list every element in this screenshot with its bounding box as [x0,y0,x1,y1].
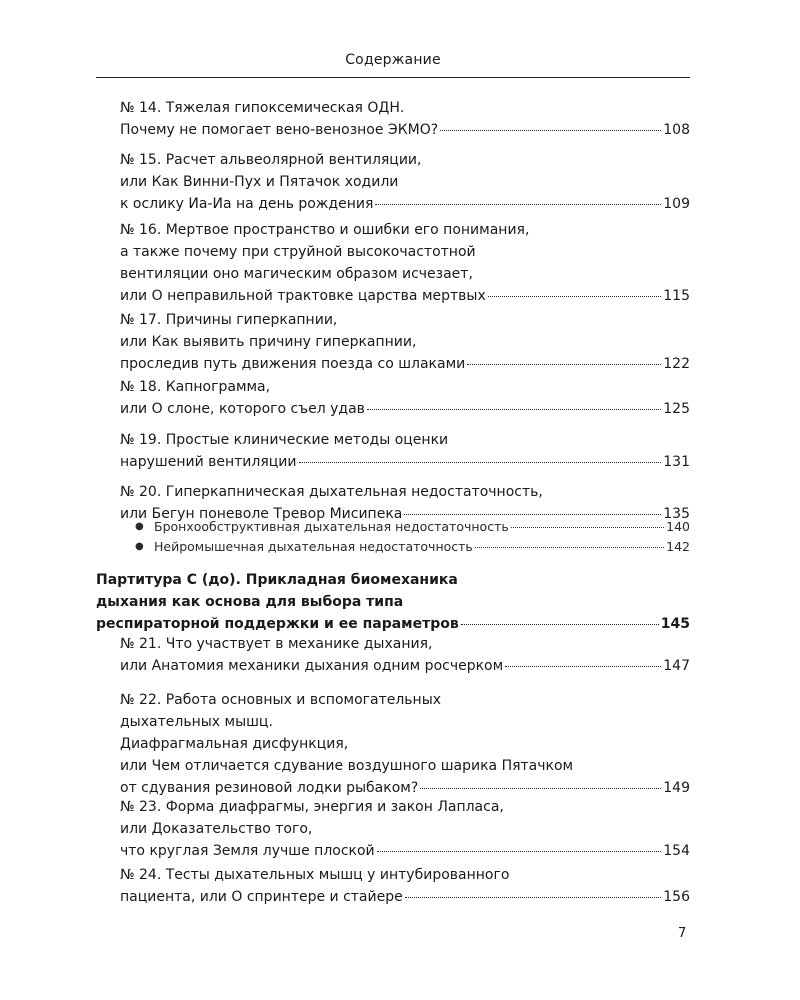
entry-title-line: к ослику Иа-Иа на день рождения [120,196,374,212]
dot-leader [440,129,661,131]
entry-last-line [120,193,690,215]
entry-page-number: 147 [663,658,690,674]
entry-title-line: № 20. Гиперкапническая дыхательная недостаточность, [120,484,543,500]
entry-last-line [120,451,690,473]
dot-leader [505,665,661,667]
subentry-title: Бронхообструктивная дыхательная недостаточность [154,519,509,534]
entry-page-number: 131 [663,454,690,470]
entry-title-line: а также почему при струйной высокочастотной [120,244,476,260]
dot-leader [511,526,664,528]
entry-last-line [120,398,690,420]
entry-title-line: Почему не помогает вено-венозное ЭКМО? [120,122,439,138]
entry-page-number: 149 [663,780,690,796]
entry-title-line: № 19. Простые клинические методы оценки [120,432,449,448]
entry-page-number: 135 [663,506,690,522]
dot-leader [488,295,661,297]
entry-title-line: № 22. Работа основных и вспомогательных [120,692,442,708]
entry-title-line: или О слоне, которого съел удав [120,401,365,417]
bullet-icon: ● [135,541,144,552]
entry-title-line: от сдувания резиновой лодки рыбаком? [120,780,419,796]
entry-title-line: или Бегун поневоле Тревор Мисипека [120,506,403,522]
dot-leader [461,623,659,625]
entry-title-line: респираторной поддержки и ее параметров [96,616,459,632]
entry-title-line: № 14. Тяжелая гипоксемическая ОДН. [120,100,405,116]
running-header: Содержание [345,52,441,68]
entry-last-line [120,119,690,141]
entry-page-number: 156 [663,889,690,905]
toc-subentry[interactable] [135,538,690,556]
entry-title-line: Партитура С (до). Прикладная биомеханика [96,572,458,588]
entry-last-line [120,353,690,375]
header-rule [96,77,690,78]
dot-leader [405,896,662,898]
subentry-title: Нейромышечная дыхательная недостаточность [154,539,473,554]
dot-leader [467,363,661,365]
entry-title-line: или О неправильной трактовке царства мертвых [120,288,486,304]
entry-page-number: 109 [663,196,690,212]
toc-subentry[interactable] [135,518,690,536]
entry-title-line: что круглая Земля лучше плоской [120,843,375,859]
page-number: 7 [678,926,687,941]
entry-title-line: № 23. Форма диафрагмы, энергия и закон Лапласа, [120,799,504,815]
entry-title-line: № 17. Причины гиперкапнии, [120,312,338,328]
entry-page-number: 145 [660,616,690,632]
dot-leader [404,513,661,515]
entry-title-line: или Доказательство того, [120,821,313,837]
entry-page-number: 125 [663,401,690,417]
entry-title-line: или Чем отличается сдувание воздушного шарика Пятачком [120,758,574,774]
dot-leader [475,546,664,548]
entry-title-line: или Как Винни-Пух и Пятачок ходили [120,174,399,190]
entry-title-line: или Анатомия механики дыхания одним росчерком [120,658,504,674]
entry-title-line: дыхания как основа для выбора типа [96,594,404,610]
dot-leader [377,850,662,852]
entry-last-line [120,655,690,677]
entry-last-line [120,285,690,307]
dot-leader [367,408,661,410]
subentry-page-number: 140 [666,519,690,534]
entry-last-line [96,613,690,635]
dot-leader [375,203,661,205]
entry-title-line: нарушений вентиляции [120,454,297,470]
entry-page-number: 122 [663,356,690,372]
subentry-page-number: 142 [666,539,690,554]
entry-title-line: № 24. Тесты дыхательных мышц у интубированного [120,867,510,883]
entry-last-line [120,886,690,908]
entry-title-line: или Как выявить причину гиперкапнии, [120,334,417,350]
entry-title-line: проследив путь движения поезда со шлаками [120,356,466,372]
entry-title-line: пациента, или О спринтере и стайере [120,889,403,905]
entry-title-line: дыхательных мышц. [120,714,273,730]
dot-leader [420,787,661,789]
entry-title-line: № 16. Мертвое пространство и ошибки его понимания, [120,222,530,238]
entry-title-line: № 15. Расчет альвеолярной вентиляции, [120,152,422,168]
bullet-icon: ● [135,521,144,532]
entry-title-line: Диафрагмальная дисфункция, [120,736,349,752]
entry-title-line: № 18. Капнограмма, [120,379,271,395]
dot-leader [299,461,662,463]
entry-title-line: вентиляции оно магическим образом исчезает, [120,266,473,282]
entry-page-number: 108 [663,122,690,138]
entry-last-line [120,840,690,862]
entry-title-line: № 21. Что участвует в механике дыхания, [120,636,433,652]
entry-page-number: 115 [663,288,690,304]
entry-page-number: 154 [663,843,690,859]
